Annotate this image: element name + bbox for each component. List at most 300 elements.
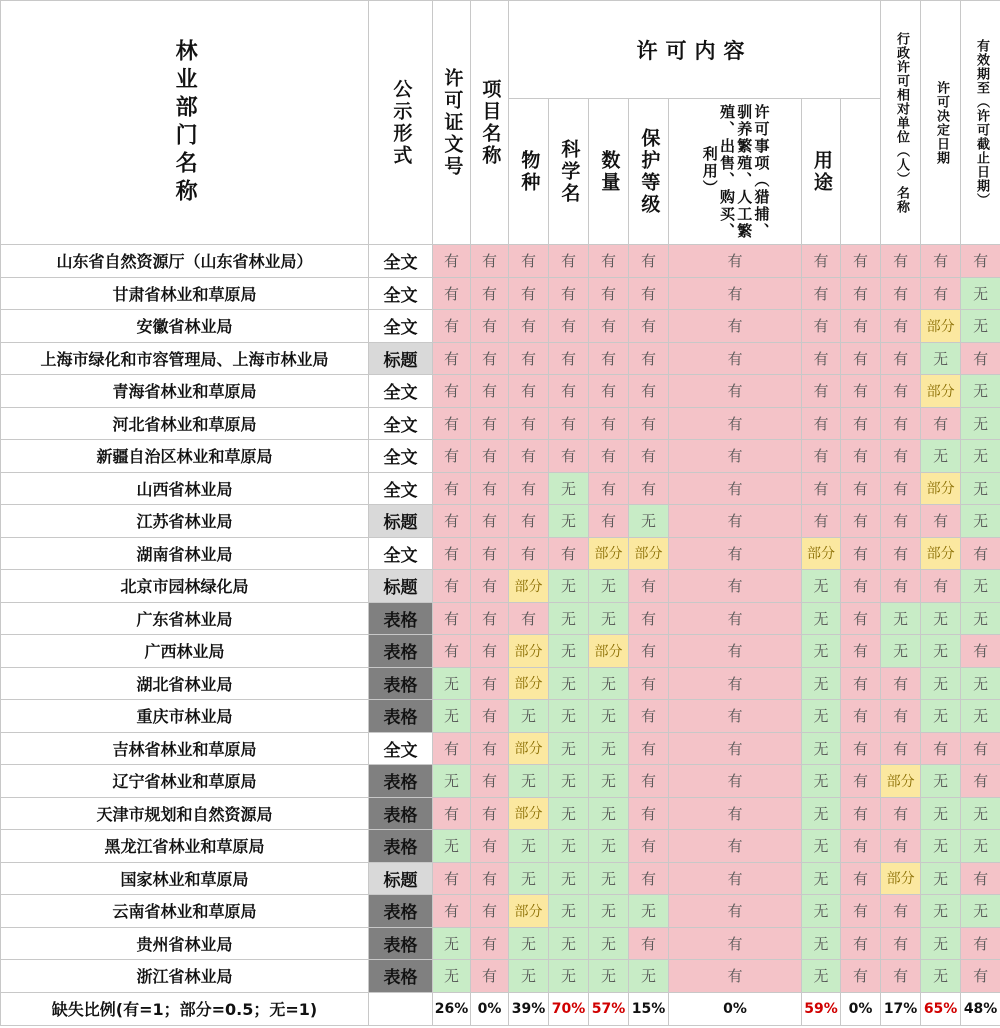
cell-validity: 有 <box>921 505 961 538</box>
cell-quantity: 有 <box>589 310 629 343</box>
cell-license-no: 有 <box>433 862 471 895</box>
cell-counterpart: 有 <box>841 570 881 603</box>
cell-result: 有 <box>961 927 1000 960</box>
cell-validity: 无 <box>921 797 961 830</box>
disclosure-form: 全文 <box>369 732 433 765</box>
table-row <box>1 440 1000 473</box>
cell-decision-date: 有 <box>881 375 921 408</box>
cell-counterpart: 有 <box>841 375 881 408</box>
disclosure-form: 表格 <box>369 765 433 798</box>
cell-result: 无 <box>961 440 1000 473</box>
table-row <box>1 765 1000 798</box>
missing-ratio-protection: 15% <box>629 992 669 1025</box>
cell-sci-name: 有 <box>549 407 589 440</box>
cell-result: 无 <box>961 700 1000 733</box>
cell-counterpart: 有 <box>841 505 881 538</box>
cell-protection: 有 <box>629 342 669 375</box>
cell-purpose: 无 <box>802 732 841 765</box>
cell-validity: 无 <box>921 700 961 733</box>
cell-decision-date: 有 <box>881 505 921 538</box>
cell-matters: 有 <box>669 700 802 733</box>
cell-project: 有 <box>471 830 509 863</box>
cell-project: 有 <box>471 570 509 603</box>
cell-decision-date: 有 <box>881 407 921 440</box>
disclosure-form: 全文 <box>369 310 433 343</box>
cell-decision-date: 有 <box>881 440 921 473</box>
cell-purpose: 有 <box>802 277 841 310</box>
cell-counterpart: 有 <box>841 602 881 635</box>
disclosure-form: 表格 <box>369 960 433 993</box>
cell-decision-date: 无 <box>881 602 921 635</box>
cell-purpose: 无 <box>802 960 841 993</box>
cell-counterpart: 有 <box>841 700 881 733</box>
cell-project: 有 <box>471 245 509 278</box>
cell-validity: 无 <box>921 667 961 700</box>
cell-result: 有 <box>961 960 1000 993</box>
cell-decision-date: 有 <box>881 700 921 733</box>
cell-license-no: 有 <box>433 895 471 928</box>
disclosure-form: 表格 <box>369 700 433 733</box>
cell-quantity: 无 <box>589 700 629 733</box>
table-row <box>1 960 1000 993</box>
cell-sci-name: 有 <box>549 245 589 278</box>
cell-license-no: 有 <box>433 440 471 473</box>
cell-decision-date: 有 <box>881 245 921 278</box>
cell-quantity: 无 <box>589 570 629 603</box>
cell-matters: 有 <box>669 342 802 375</box>
header-agency: 林业部门名称 <box>1 1 369 245</box>
header-sci-name: 科学名 <box>549 99 589 245</box>
disclosure-form: 表格 <box>369 895 433 928</box>
cell-validity: 有 <box>921 732 961 765</box>
cell-validity: 有 <box>921 245 961 278</box>
cell-protection: 有 <box>629 570 669 603</box>
cell-quantity: 部分 <box>589 537 629 570</box>
cell-quantity: 有 <box>589 342 629 375</box>
cell-result: 无 <box>961 277 1000 310</box>
cell-project: 有 <box>471 310 509 343</box>
table-row <box>1 830 1000 863</box>
cell-quantity: 有 <box>589 472 629 505</box>
cell-license-no: 无 <box>433 700 471 733</box>
cell-project: 有 <box>471 732 509 765</box>
cell-validity: 部分 <box>921 310 961 343</box>
cell-decision-date: 有 <box>881 570 921 603</box>
table-row <box>1 472 1000 505</box>
cell-matters: 有 <box>669 765 802 798</box>
cell-purpose: 有 <box>802 472 841 505</box>
agency-name: 河北省林业和草原局 <box>1 407 369 440</box>
table-row <box>1 277 1000 310</box>
table-row <box>1 602 1000 635</box>
cell-project: 有 <box>471 862 509 895</box>
cell-validity: 无 <box>921 895 961 928</box>
cell-result: 无 <box>961 895 1000 928</box>
cell-sci-name: 无 <box>549 700 589 733</box>
cell-species: 有 <box>509 602 549 635</box>
cell-sci-name: 有 <box>549 310 589 343</box>
cell-validity: 无 <box>921 765 961 798</box>
disclosure-form: 标题 <box>369 505 433 538</box>
cell-license-no: 有 <box>433 570 471 603</box>
cell-counterpart: 有 <box>841 277 881 310</box>
agency-name: 云南省林业和草原局 <box>1 895 369 928</box>
agency-name: 重庆市林业局 <box>1 700 369 733</box>
header-validity: 有效期至（许可截止日期） <box>961 1 1000 245</box>
cell-sci-name: 无 <box>549 472 589 505</box>
table-row <box>1 342 1000 375</box>
agency-name: 国家林业和草原局 <box>1 862 369 895</box>
missing-ratio-decision-date: 17% <box>881 992 921 1025</box>
cell-quantity: 无 <box>589 667 629 700</box>
cell-validity: 无 <box>921 960 961 993</box>
cell-license-no: 有 <box>433 797 471 830</box>
header-content-group: 许可内容 <box>509 1 881 99</box>
cell-purpose: 无 <box>802 862 841 895</box>
cell-sci-name: 无 <box>549 765 589 798</box>
cell-purpose: 有 <box>802 342 841 375</box>
table-row <box>1 895 1000 928</box>
cell-sci-name: 无 <box>549 570 589 603</box>
agency-name: 贵州省林业局 <box>1 927 369 960</box>
cell-validity: 无 <box>921 635 961 668</box>
cell-quantity: 无 <box>589 732 629 765</box>
disclosure-form: 表格 <box>369 927 433 960</box>
cell-result: 有 <box>961 862 1000 895</box>
agency-name: 辽宁省林业和草原局 <box>1 765 369 798</box>
cell-purpose: 有 <box>802 407 841 440</box>
cell-license-no: 有 <box>433 407 471 440</box>
cell-species: 部分 <box>509 797 549 830</box>
cell-purpose: 有 <box>802 440 841 473</box>
cell-species: 有 <box>509 505 549 538</box>
cell-sci-name: 无 <box>549 667 589 700</box>
cell-quantity: 无 <box>589 895 629 928</box>
agency-name: 新疆自治区林业和草原局 <box>1 440 369 473</box>
cell-protection: 有 <box>629 667 669 700</box>
agency-name: 湖南省林业局 <box>1 537 369 570</box>
cell-decision-date: 有 <box>881 310 921 343</box>
agency-name: 山西省林业局 <box>1 472 369 505</box>
cell-purpose: 无 <box>802 700 841 733</box>
cell-species: 有 <box>509 472 549 505</box>
cell-result: 有 <box>961 537 1000 570</box>
cell-validity: 无 <box>921 342 961 375</box>
agency-name: 湖北省林业局 <box>1 667 369 700</box>
cell-counterpart: 有 <box>841 960 881 993</box>
cell-license-no: 有 <box>433 342 471 375</box>
cell-license-no: 有 <box>433 602 471 635</box>
missing-ratio-sci-name: 70% <box>549 992 589 1025</box>
cell-quantity: 有 <box>589 407 629 440</box>
cell-species: 部分 <box>509 667 549 700</box>
cell-project: 有 <box>471 797 509 830</box>
agency-name: 广东省林业局 <box>1 602 369 635</box>
cell-quantity: 有 <box>589 245 629 278</box>
cell-matters: 有 <box>669 245 802 278</box>
cell-validity: 无 <box>921 927 961 960</box>
cell-matters: 有 <box>669 960 802 993</box>
cell-purpose: 无 <box>802 667 841 700</box>
cell-species: 部分 <box>509 570 549 603</box>
header-species: 物种 <box>509 99 549 245</box>
agency-name: 北京市园林绿化局 <box>1 570 369 603</box>
disclosure-form: 全文 <box>369 375 433 408</box>
cell-protection: 无 <box>629 505 669 538</box>
cell-result: 无 <box>961 472 1000 505</box>
cell-species: 有 <box>509 407 549 440</box>
cell-license-no: 有 <box>433 277 471 310</box>
cell-counterpart: 有 <box>841 862 881 895</box>
cell-species: 无 <box>509 960 549 993</box>
header-matters: 许可事项（猎捕、驯养繁殖、人工繁殖、出售、购买、利用） <box>669 99 802 245</box>
disclosure-form: 全文 <box>369 277 433 310</box>
cell-protection: 有 <box>629 407 669 440</box>
cell-project: 有 <box>471 895 509 928</box>
cell-project: 有 <box>471 537 509 570</box>
header-quantity: 数量 <box>589 99 629 245</box>
cell-protection: 有 <box>629 732 669 765</box>
cell-protection: 有 <box>629 765 669 798</box>
missing-ratio-row <box>1 992 1000 1025</box>
agency-name: 山东省自然资源厅（山东省林业局） <box>1 245 369 278</box>
disclosure-form: 全文 <box>369 537 433 570</box>
cell-project: 有 <box>471 602 509 635</box>
cell-project: 有 <box>471 472 509 505</box>
missing-ratio-result: 48% <box>961 992 1000 1025</box>
cell-project: 有 <box>471 277 509 310</box>
cell-license-no: 有 <box>433 505 471 538</box>
cell-matters: 有 <box>669 440 802 473</box>
missing-ratio-quantity: 57% <box>589 992 629 1025</box>
table-row <box>1 245 1000 278</box>
cell-protection: 有 <box>629 927 669 960</box>
cell-quantity: 无 <box>589 602 629 635</box>
cell-validity: 无 <box>921 862 961 895</box>
cell-counterpart: 有 <box>841 245 881 278</box>
cell-species: 有 <box>509 375 549 408</box>
cell-sci-name: 无 <box>549 635 589 668</box>
cell-project: 有 <box>471 927 509 960</box>
cell-result: 无 <box>961 310 1000 343</box>
cell-decision-date: 有 <box>881 537 921 570</box>
disclosure-form: 表格 <box>369 830 433 863</box>
table-row <box>1 375 1000 408</box>
cell-matters: 有 <box>669 310 802 343</box>
table-row <box>1 635 1000 668</box>
cell-matters: 有 <box>669 602 802 635</box>
cell-protection: 有 <box>629 310 669 343</box>
cell-sci-name: 无 <box>549 960 589 993</box>
cell-sci-name: 无 <box>549 927 589 960</box>
cell-matters: 有 <box>669 927 802 960</box>
cell-protection: 有 <box>629 797 669 830</box>
agency-name: 上海市绿化和市容管理局、上海市林业局 <box>1 342 369 375</box>
disclosure-form: 标题 <box>369 342 433 375</box>
cell-matters: 有 <box>669 375 802 408</box>
cell-counterpart: 有 <box>841 830 881 863</box>
cell-validity: 无 <box>921 440 961 473</box>
cell-species: 无 <box>509 927 549 960</box>
cell-license-no: 有 <box>433 732 471 765</box>
header-purpose: 用途 <box>802 99 841 245</box>
cell-result: 无 <box>961 570 1000 603</box>
cell-species: 有 <box>509 537 549 570</box>
cell-quantity: 无 <box>589 862 629 895</box>
cell-protection: 有 <box>629 830 669 863</box>
missing-ratio-species: 39% <box>509 992 549 1025</box>
cell-result: 有 <box>961 342 1000 375</box>
missing-ratio-validity: 65% <box>921 992 961 1025</box>
cell-matters: 有 <box>669 830 802 863</box>
cell-result: 有 <box>961 732 1000 765</box>
cell-species: 部分 <box>509 895 549 928</box>
cell-sci-name: 无 <box>549 732 589 765</box>
cell-project: 有 <box>471 700 509 733</box>
cell-validity: 无 <box>921 602 961 635</box>
cell-validity: 部分 <box>921 375 961 408</box>
cell-protection: 有 <box>629 277 669 310</box>
cell-sci-name: 无 <box>549 602 589 635</box>
cell-matters: 有 <box>669 895 802 928</box>
cell-license-no: 有 <box>433 472 471 505</box>
cell-sci-name: 无 <box>549 830 589 863</box>
cell-project: 有 <box>471 375 509 408</box>
cell-species: 有 <box>509 440 549 473</box>
cell-species: 部分 <box>509 635 549 668</box>
header-license-no: 许可证文号 <box>433 1 471 245</box>
cell-result: 有 <box>961 245 1000 278</box>
cell-sci-name: 有 <box>549 342 589 375</box>
cell-purpose: 无 <box>802 830 841 863</box>
cell-matters: 有 <box>669 472 802 505</box>
table-row <box>1 407 1000 440</box>
cell-purpose: 无 <box>802 570 841 603</box>
disclosure-form: 全文 <box>369 407 433 440</box>
cell-validity: 部分 <box>921 537 961 570</box>
cell-protection: 有 <box>629 375 669 408</box>
cell-decision-date: 有 <box>881 472 921 505</box>
header-form: 公示形式 <box>369 1 433 245</box>
cell-sci-name: 无 <box>549 797 589 830</box>
cell-sci-name: 有 <box>549 277 589 310</box>
cell-project: 有 <box>471 407 509 440</box>
cell-purpose: 有 <box>802 505 841 538</box>
cell-sci-name: 有 <box>549 440 589 473</box>
cell-result: 有 <box>961 635 1000 668</box>
cell-quantity: 部分 <box>589 635 629 668</box>
agency-name: 江苏省林业局 <box>1 505 369 538</box>
cell-purpose: 无 <box>802 635 841 668</box>
missing-ratio-label: 缺失比例(有=1；部分=0.5；无=1) <box>1 992 369 1025</box>
cell-protection: 有 <box>629 635 669 668</box>
cell-license-no: 有 <box>433 635 471 668</box>
cell-license-no: 有 <box>433 375 471 408</box>
table-row <box>1 732 1000 765</box>
cell-counterpart: 有 <box>841 635 881 668</box>
cell-validity: 有 <box>921 570 961 603</box>
cell-matters: 有 <box>669 797 802 830</box>
agency-name: 青海省林业和草原局 <box>1 375 369 408</box>
cell-project: 有 <box>471 667 509 700</box>
missing-ratio-project: 0% <box>471 992 509 1025</box>
cell-counterpart: 有 <box>841 895 881 928</box>
agency-name: 广西林业局 <box>1 635 369 668</box>
disclosure-form: 全文 <box>369 245 433 278</box>
agency-name: 甘肃省林业和草原局 <box>1 277 369 310</box>
cell-counterpart: 有 <box>841 765 881 798</box>
cell-species: 有 <box>509 245 549 278</box>
agency-name: 天津市规划和自然资源局 <box>1 797 369 830</box>
cell-protection: 有 <box>629 700 669 733</box>
cell-license-no: 无 <box>433 667 471 700</box>
cell-matters: 有 <box>669 862 802 895</box>
cell-counterpart: 有 <box>841 342 881 375</box>
cell-decision-date: 有 <box>881 960 921 993</box>
cell-license-no: 有 <box>433 537 471 570</box>
cell-result: 无 <box>961 667 1000 700</box>
cell-protection: 无 <box>629 960 669 993</box>
cell-quantity: 无 <box>589 765 629 798</box>
cell-decision-date: 有 <box>881 927 921 960</box>
cell-matters: 有 <box>669 277 802 310</box>
cell-validity: 有 <box>921 277 961 310</box>
agency-name: 吉林省林业和草原局 <box>1 732 369 765</box>
missing-ratio-form <box>369 992 433 1025</box>
cell-protection: 部分 <box>629 537 669 570</box>
header-project: 项目名称 <box>471 1 509 245</box>
cell-decision-date: 有 <box>881 895 921 928</box>
cell-matters: 有 <box>669 667 802 700</box>
missing-ratio-license-no: 26% <box>433 992 471 1025</box>
cell-matters: 有 <box>669 570 802 603</box>
cell-license-no: 无 <box>433 830 471 863</box>
cell-matters: 有 <box>669 407 802 440</box>
cell-protection: 有 <box>629 862 669 895</box>
cell-result: 无 <box>961 505 1000 538</box>
cell-result: 无 <box>961 797 1000 830</box>
cell-purpose: 有 <box>802 375 841 408</box>
cell-decision-date: 部分 <box>881 765 921 798</box>
cell-decision-date: 有 <box>881 342 921 375</box>
cell-species: 部分 <box>509 732 549 765</box>
cell-matters: 有 <box>669 635 802 668</box>
table-row <box>1 862 1000 895</box>
cell-protection: 有 <box>629 440 669 473</box>
header-decision-date: 许可决定日期 <box>921 1 961 245</box>
cell-counterpart: 有 <box>841 927 881 960</box>
cell-species: 有 <box>509 277 549 310</box>
cell-result: 有 <box>961 765 1000 798</box>
cell-counterpart: 有 <box>841 440 881 473</box>
table-row <box>1 667 1000 700</box>
cell-quantity: 有 <box>589 440 629 473</box>
table-row <box>1 927 1000 960</box>
cell-decision-date: 无 <box>881 635 921 668</box>
table-body <box>1 245 1000 993</box>
agency-name: 黑龙江省林业和草原局 <box>1 830 369 863</box>
cell-protection: 有 <box>629 472 669 505</box>
cell-purpose: 无 <box>802 765 841 798</box>
cell-license-no: 有 <box>433 310 471 343</box>
disclosure-form: 标题 <box>369 862 433 895</box>
cell-counterpart: 有 <box>841 472 881 505</box>
cell-purpose: 有 <box>802 310 841 343</box>
table-row <box>1 570 1000 603</box>
cell-purpose: 无 <box>802 927 841 960</box>
cell-sci-name: 无 <box>549 505 589 538</box>
cell-counterpart: 有 <box>841 310 881 343</box>
